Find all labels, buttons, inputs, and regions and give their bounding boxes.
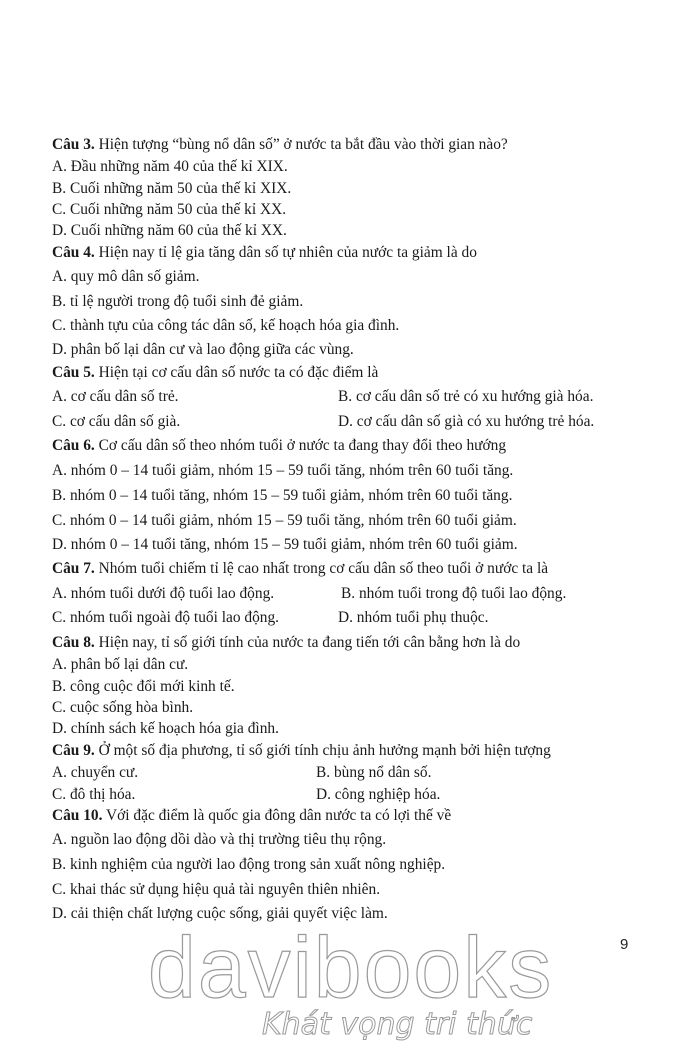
- q5-option-a: A. cơ cấu dân số trẻ.: [52, 388, 179, 405]
- q8-option-a: A. phân bố lại dân cư.: [52, 656, 189, 673]
- q6-option-c: C. nhóm 0 – 14 tuổi giảm, nhóm 15 – 59 tuổi tăng, nhóm trên 60 tuổi giảm.: [52, 512, 517, 529]
- question-6: [52, 436, 506, 456]
- question-text: Với đặc điểm là quốc gia đông dân nước ta có lợi thế về: [102, 807, 452, 824]
- question-5: [52, 363, 378, 383]
- watermark-brand: davibooks: [148, 920, 554, 1016]
- q6-option-d: D. nhóm 0 – 14 tuổi tăng, nhóm 15 – 59 tuổi giảm, nhóm trên 60 tuổi giảm.: [52, 536, 518, 553]
- question-text: Hiện nay tỉ lệ gia tăng dân số tự nhiên của nước ta giảm là do: [94, 244, 477, 261]
- q3-option-b: B. Cuối những năm 50 của thế kỉ XIX.: [52, 180, 292, 197]
- question-text: Hiện nay, tỉ số giới tính của nước ta đang tiến tới cân bằng hơn là do: [94, 634, 521, 651]
- question-text: Hiện tại cơ cấu dân số nước ta có đặc điểm là: [94, 364, 379, 381]
- q5-option-c: C. cơ cấu dân số già.: [52, 413, 181, 430]
- question-label: Câu 5.: [52, 364, 95, 381]
- question-4: [52, 243, 477, 263]
- question-7: [52, 559, 548, 579]
- q3-option-a: A. Đầu những năm 40 của thế kỉ XIX.: [52, 158, 288, 175]
- question-text: Cơ cấu dân số theo nhóm tuổi ở nước ta đang thay đổi theo hướng: [94, 437, 507, 454]
- q6-option-b: B. nhóm 0 – 14 tuổi tăng, nhóm 15 – 59 tuổi giảm, nhóm trên 60 tuổi tăng.: [52, 487, 513, 504]
- q4-option-b: B. tỉ lệ người trong độ tuổi sinh đẻ giảm.: [52, 293, 304, 310]
- question-label: Câu 4.: [52, 244, 95, 261]
- q10-option-d: D. cải thiện chất lượng cuộc sống, giải quyết việc làm.: [52, 905, 388, 922]
- question-text: Ở một số địa phương, tỉ số giới tính chịu ảnh hưởng mạnh bởi hiện tượng: [94, 742, 551, 759]
- q8-option-c: C. cuộc sống hòa bình.: [52, 699, 194, 716]
- q7-option-c: C. nhóm tuổi ngoài độ tuổi lao động.: [52, 609, 280, 626]
- q3-option-c: C. Cuối những năm 50 của thế kỉ XX.: [52, 201, 287, 218]
- q9-option-b: B. bùng nổ dân số.: [316, 764, 432, 781]
- q8-option-d: D. chính sách kế hoạch hóa gia đình.: [52, 720, 279, 737]
- question-10: [52, 806, 451, 826]
- question-label: Câu 10.: [52, 807, 103, 824]
- q10-option-a: A. nguồn lao động dồi dào và thị trường tiêu thụ rộng.: [52, 831, 387, 848]
- q9-option-d: D. công nghiệp hóa.: [316, 786, 441, 803]
- question-3: [52, 135, 508, 155]
- q4-option-d: D. phân bố lại dân cư và lao động giữa các vùng.: [52, 341, 354, 358]
- q7-option-d: D. nhóm tuổi phụ thuộc.: [338, 609, 489, 626]
- question-label: Câu 3.: [52, 136, 95, 153]
- q10-option-c: C. khai thác sử dụng hiệu quả tài nguyên thiên nhiên.: [52, 881, 381, 898]
- question-label: Câu 6.: [52, 437, 95, 454]
- question-label: Câu 8.: [52, 634, 95, 651]
- q3-option-d: D. Cuối những năm 60 của thế kỉ XX.: [52, 222, 287, 239]
- q9-option-c: C. đô thị hóa.: [52, 786, 136, 803]
- q6-option-a: A. nhóm 0 – 14 tuổi giảm, nhóm 15 – 59 tuổi tăng, nhóm trên 60 tuổi tăng.: [52, 462, 514, 479]
- q5-option-d: D. cơ cấu dân số già có xu hướng trẻ hóa.: [338, 413, 595, 430]
- q4-option-c: C. thành tựu của công tác dân số, kế hoạch hóa gia đình.: [52, 317, 400, 334]
- page-number: 9: [620, 936, 629, 953]
- question-text: Hiện tượng “bùng nổ dân số” ở nước ta bắt đầu vào thời gian nào?: [94, 136, 508, 153]
- question-label: Câu 9.: [52, 742, 95, 759]
- q8-option-b: B. công cuộc đổi mới kinh tế.: [52, 678, 235, 695]
- watermark-slogan: Khát vọng tri thức: [262, 1007, 533, 1042]
- question-8: [52, 633, 520, 653]
- q5-option-b: B. cơ cấu dân số trẻ có xu hướng già hóa.: [338, 388, 594, 405]
- question-label: Câu 7.: [52, 560, 95, 577]
- q7-option-a: A. nhóm tuổi dưới độ tuổi lao động.: [52, 585, 275, 602]
- q9-option-a: A. chuyển cư.: [52, 764, 139, 781]
- q10-option-b: B. kinh nghiệm của người lao động trong sản xuất nông nghiệp.: [52, 856, 446, 873]
- question-9: [52, 741, 551, 761]
- question-text: Nhóm tuổi chiếm tỉ lệ cao nhất trong cơ cấu dân số theo tuổi ở nước ta là: [94, 560, 549, 577]
- q4-option-a: A. quy mô dân số giảm.: [52, 268, 200, 285]
- q7-option-b: B. nhóm tuổi trong độ tuổi lao động.: [341, 585, 567, 602]
